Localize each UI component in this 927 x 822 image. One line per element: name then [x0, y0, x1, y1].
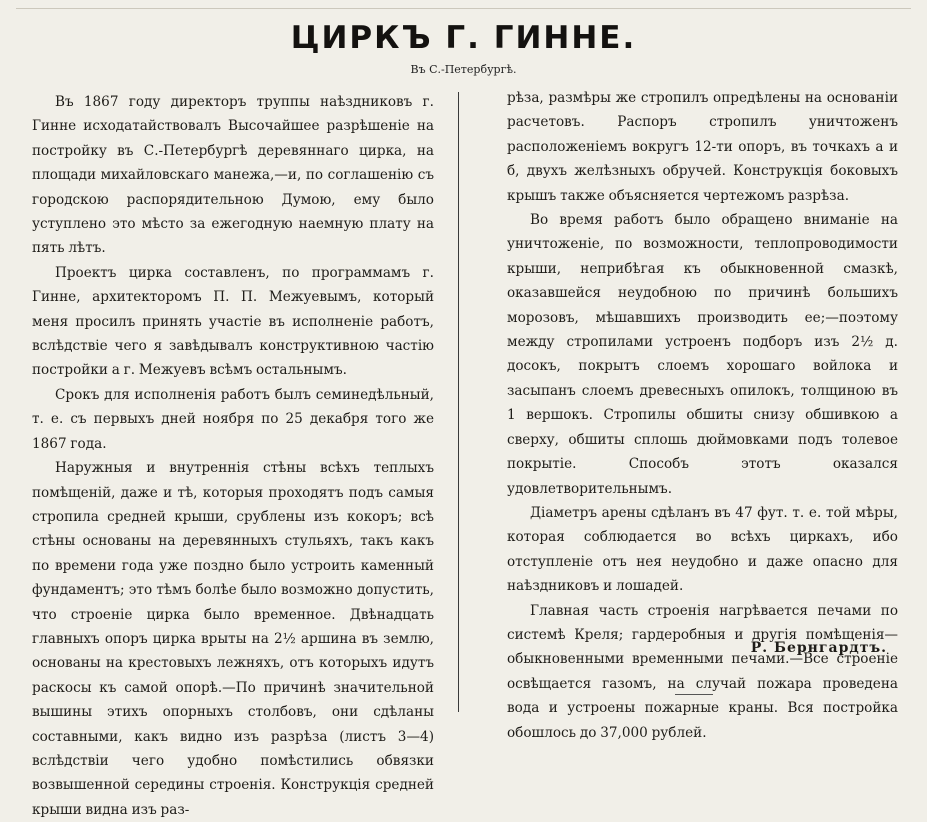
author-signature: Р. Бернгардтъ. — [750, 640, 887, 656]
article-subtitle: Въ С.-Петербургѣ. — [410, 63, 517, 76]
paragraph: Наружныя и внутреннія стѣны всѣхъ теплыхъ помѣщеній, даже и тѣ, которыя проходятъ подъ самыя стропила средней крыши, срублены изъ кокоръ; всѣ стѣны основаны на деревянныхъ стульяхъ, такъ какъ по времени года уже поздно было устроить каменный фундаментъ; это тѣмъ болѣе было возможно допустить, что строеніе цирка было временное. Двѣнадцать главныхъ опоръ цирка врыты на 2½ аршина въ землю, основаны на крестовыхъ лежняхъ, отъ которыхъ идутъ раскосы къ самой опорѣ.—По причинѣ значительной вышины этихъ опорныхъ столбовъ, они сдѣланы составными, какъ видно изъ разрѣза (листъ 3—4) вслѣдствіи чего удобно помѣстились обвязки возвышенной середины строенія. Конструкція средней крыши видна изъ раз- — [32, 460, 434, 818]
top-edge-line — [16, 8, 911, 9]
article-title: ЦИРКЪ Г. ГИННЕ. — [290, 20, 637, 56]
paragraph: Въ 1867 году директоръ труппы наѣздниковъ г. Гинне исходатайствовалъ Высочайшее разрѣшеніе на постройку въ С.-Петербургѣ деревяннаго цирка, на площади михайловскаго манежа,—и, по соглашенію съ городскою распорядительною Думою, ему было уступлено это мѣсто за ежегодную наемную плату на пять лѣтъ. — [32, 94, 434, 257]
paragraph: Во время работъ было обращено вниманіе на уничтоженіе, по возможности, теплопроводимости крыши, неприбѣгая къ обыкновенной смазкѣ, оказавшейся неудобною по причинѣ большихъ морозовъ, мѣшавшихъ производить ее;—поэтому между стропилами устроенъ подборъ изъ 2½ д. досокъ, покрытъ слоемъ хорошаго войлока и засыпанъ слоемъ древесныхъ опилокъ, толщиною въ 1 вершокъ. Стропилы обшиты снизу обшивкою а сверху, обшиты сплошь дюймовками подъ толевое покрытіе. Способъ этотъ оказался удовлетворительнымъ. — [507, 212, 898, 497]
paragraph: Срокъ для исполненія работъ былъ семинедѣльный, т. е. съ первыхъ дней ноября по 25 декабря того же 1867 года. — [32, 386, 434, 452]
left-column — [32, 90, 434, 822]
paragraph: рѣза, размѣры же стропилъ опредѣлены на основаніи расчетовъ. Распоръ стропилъ уничтоженъ расположеніемъ вокругъ 12-ти опоръ, въ точкахъ а и б, двухъ желѣзныхъ обручей. Конструкція боковыхъ крышъ также объясняется чертежомъ разрѣза. — [507, 90, 898, 204]
paragraph: Главная часть строенія нагрѣвается печами по системѣ Креля; гардеробныя и другія помѣщенія—обыкновенными временными печами.—Все строеніе освѣщается газомъ, на случай пожара проведена вода и устроены пожарные краны. Вся постройка обошлось до 37,000 рублей. — [507, 602, 898, 741]
paragraph: Діаметръ арены сдѣланъ въ 47 фут. т. е. той мѣры, которая соблюдается во всѣхъ циркахъ, ибо отступленіе отъ нея неудобно и даже опасно для наѣздниковъ и лошадей. — [507, 504, 898, 595]
column-divider — [458, 92, 459, 712]
paragraph: Проектъ цирка составленъ, по программамъ г. Гинне, архитекторомъ П. П. Межуевымъ, который меня просилъ принять участіе въ исполненіе работъ, вслѣдствіе чего я завѣдывалъ конструктивною частію постройки а г. Межуевъ всѣмъ остальнымъ. — [32, 264, 434, 379]
end-rule — [675, 694, 713, 695]
